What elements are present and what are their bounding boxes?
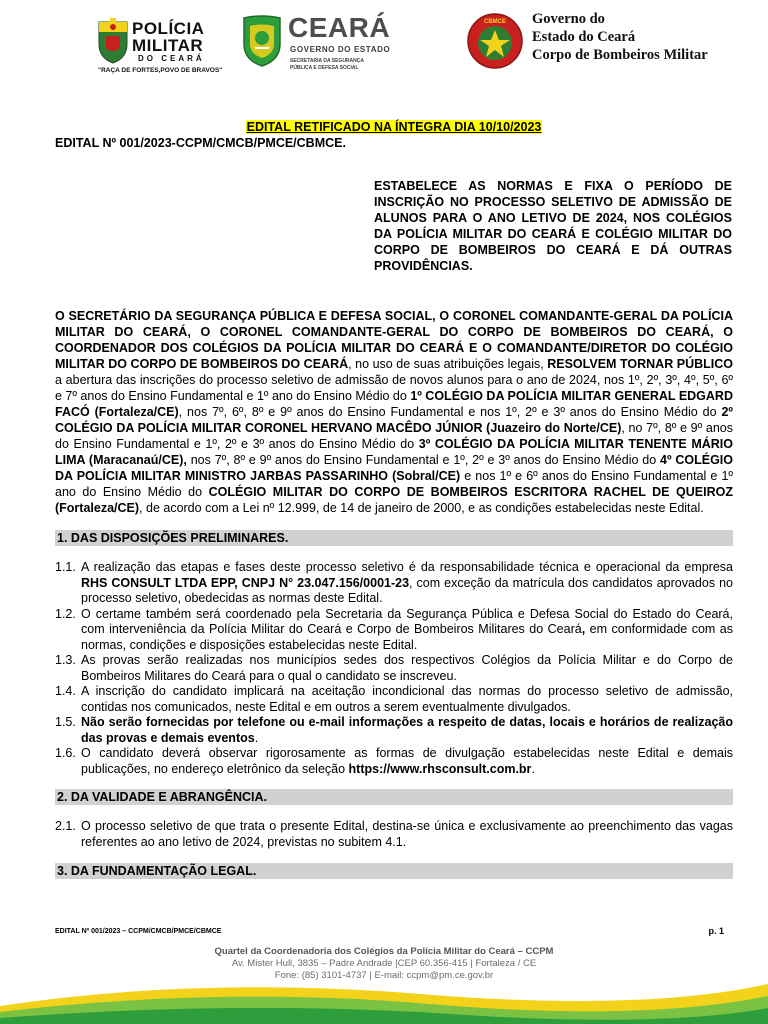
ceara-logo-gov: GOVERNO DO ESTADO xyxy=(290,45,391,54)
section-3-title: 3. DA FUNDAMENTAÇÃO LEGAL. xyxy=(55,863,733,879)
page-number: p. 1 xyxy=(708,926,724,936)
preambulo: O SECRETÁRIO DA SEGURANÇA PÚBLICA E DEFESA SOCIAL, O CORONEL COMANDANTE-GERAL DA POLÍCIA MILITAR DO CEARÁ, O CORONEL COMANDANTE-GERAL DO CORPO DE BOMBEIROS DO CEARÁ, O COORDENADOR DOS COLÉGIOS DA POLÍCIA MILITAR DO CEARÁ E O COMANDANTE/DIRETOR DO COLÉGIO MILITAR DO CORPO DE BOMBEIROS DO CEARÁ, no uso de suas atribuições legais, RESOLVEM TORNAR PÚBLICO a abertura das inscrições do processo seletivo de admissão de novos alunos para o ano de 2024, nos 1º, 2º, 3º, 4º, 5º, 6º e 7º anos do Ensino Fundamental e 1º ano do Ensino Médio do 1º COLÉGIO DA POLÍCIA MILITAR GENERAL EDGARD FACÓ (Fortaleza/CE), nos 7º, 6º, 8º e 9º anos do Ensino Fundamental e nos 1º, 2º e 3º anos do Ensino Médio do 2º COLÉGIO DA POLÍCIA MILITAR CORONEL HERVANO MACÊDO JÚNIOR (Juazeiro do Norte/CE), no 7º, 8º e 9º anos do Ensino Fundamental e 1º, 2º e 3º anos do Ensino Médio do 3º COLÉGIO DA POLÍCIA MILITAR TENENTE MÁRIO LIMA (Maracanaú/CE), nos 7º, 8º e 9º anos do Ensino Fundamental e 1º, 2º e 3º anos do Ensino Médio do 4º COLÉGIO DA POLÍCIA MILITAR MINISTRO JARBAS PASSARINHO (Sobral/CE) e nos 1º e 6º anos do Ensino Fundamental e 1º ano do Ensino Médio do COLÉGIO MILITAR DO CORPO DE BOMBEIROS ESCRITORA RACHEL DE QUEIROZ (Fortaleza/CE), de acordo com a Lei nº 12.999, de 14 de janeiro de 2000, e as condições estabelecidas neste Edital. xyxy=(55,309,734,515)
list-item: 1.1. A realização das etapas e fases deste processo seletivo é da responsabilidade técnica e operacional da empresa RHS CONSULT LTDA EPP, CNPJ N° 23.047.156/0001-23, com exceção da matrícula dos candidatos aprovados no processo seletivo, obedecidas as normas deste Edital. xyxy=(55,560,733,605)
list-item: 1.5. Não serão fornecidas por telefone ou e-mail informações a respeito de datas, locais e horários de realização das provas e demais eventos. xyxy=(55,715,733,745)
section-1-items xyxy=(55,560,733,777)
section-2-items xyxy=(55,819,733,850)
document-body xyxy=(55,118,733,879)
section-2-title: 2. DA VALIDADE E ABRANGÊNCIA. xyxy=(55,789,733,805)
footer-wave-decoration xyxy=(0,966,768,1024)
ceara-logo-secretaria-2: PÚBLICA E DEFESA SOCIAL xyxy=(290,65,359,71)
footer-edital-ref: EDITAL Nº 001/2023 – CCPM/CMCB/PMCE/CBMCE xyxy=(55,928,222,935)
ceara-logo-name: CEARÁ xyxy=(288,12,391,43)
ementa: ESTABELECE AS NORMAS E FIXA O PERÍODO DE INSCRIÇÃO NO PROCESSO SELETIVO DE ADMISSÃO DE ALUNOS PARA O ANO LETIVO DE 2024, NOS COLÉGIOS DA POLÍCIA MILITAR DO CEARÁ E COLÉGIO MILITAR DO CORPO DE BOMBEIROS DO CEARÁ E DÁ OUTRAS PROVIDÊNCIAS. xyxy=(374,179,732,273)
colegio-3: 3º COLÉGIO DA POLÍCIA MILITAR TENENTE MÁRIO LIMA (Maracanaú/CE), xyxy=(55,437,733,467)
bombeiros-logo-line3: Corpo de Bombeiros Militar xyxy=(532,47,708,63)
governo-ceara-logo xyxy=(240,12,410,82)
bombeiros-logo xyxy=(466,10,756,82)
page-header xyxy=(0,0,768,110)
rhs-url: https://www.rhsconsult.com.br xyxy=(348,761,532,776)
pm-shield-icon xyxy=(96,18,130,64)
colegio-bombeiros: COLÉGIO MILITAR DO CORPO DE BOMBEIROS ESCRITORA RACHEL DE QUEIROZ (Fortaleza/CE) xyxy=(55,485,733,515)
ceara-shield-icon xyxy=(240,14,284,68)
bombeiros-badge-icon xyxy=(466,12,524,70)
pm-ceara-logo xyxy=(96,16,226,78)
list-item: 1.4. A inscrição do candidato implicará na aceitação incondicional das normas do processo seletivo de admissão, contidas nos comunicados, neste Edital e em outros a serem eventualmente divulgados. xyxy=(55,684,733,714)
bombeiros-logo-line1: Governo do xyxy=(532,11,605,27)
colegio-4: 4º COLÉGIO DA POLÍCIA MILITAR MINISTRO JARBAS PASSARINHO (Sobral/CE) xyxy=(55,453,733,483)
retificado-notice: EDITAL RETIFICADO NA ÍNTEGRA DIA 10/10/2023 xyxy=(246,120,542,134)
list-item: 1.6. O candidato deverá observar rigorosamente as formas de divulgação estabelecidas neste Edital e demais publicações, no endereço eletrônico da seleção https://www.rhsconsult.com.br. xyxy=(55,746,733,776)
footer-address: Quartel da Coordenadoria dos Colégios da Polícia Militar do Ceará – CCPM Av. Mister Hull, 3835 – Padre Andrade |CEP 60.356-415 | Fortaleza / CE Fone: (85) 3101-4737 | E-mail: ccpm@pm.ce.gov.br xyxy=(214,946,554,981)
colegio-1: 1º COLÉGIO DA POLÍCIA MILITAR GENERAL EDGARD FACÓ (Fortaleza/CE) xyxy=(55,389,733,419)
pm-logo-line3: DO CEARÁ xyxy=(138,54,205,63)
pm-logo-line2: MILITAR xyxy=(132,36,204,55)
list-item: 2.1. O processo seletivo de que trata o presente Edital, destina-se única e exclusivamente ao preenchimento das vagas referentes ao ano letivo de 2024, previstas no subitem 4.1. xyxy=(55,819,733,849)
list-item: 1.2. O certame também será coordenado pela Secretaria da Segurança Pública e Defesa Social do Estado do Ceará, com interveniência da Polícia Militar do Ceará e Corpo de Bombeiros Militares do Ceará, em conformidade com as normas, condições e disposições estabelecidas neste Edital. xyxy=(55,606,733,652)
ceara-logo-secretaria-1: SECRETARIA DA SEGURANÇA xyxy=(290,58,364,64)
pm-logo-line1: POLÍCIA xyxy=(132,19,205,38)
colegio-2: 2º COLÉGIO DA POLÍCIA MILITAR CORONEL HERVANO MACÊDO JÚNIOR (Juazeiro do Norte/CE) xyxy=(55,405,733,435)
edital-number: EDITAL Nº 001/2023-CCPM/CMCB/PMCE/CBMCE. xyxy=(55,136,346,150)
bombeiros-badge-text: CBMCE xyxy=(484,19,506,25)
pm-logo-motto: "RAÇA DE FORTES,POVO DE BRAVOS" xyxy=(98,67,223,74)
bombeiros-logo-line2: Estado do Ceará xyxy=(532,29,636,45)
preambulo-authorities: O SECRETÁRIO DA SEGURANÇA PÚBLICA E DEFESA SOCIAL, O CORONEL COMANDANTE-GERAL DA POLÍCIA MILITAR DO CEARÁ, O CORONEL COMANDANTE-GERAL DO CORPO DE BOMBEIROS DO CEARÁ, O COORDENADOR DOS COLÉGIOS DA POLÍCIA MILITAR DO CEARÁ E O COMANDANTE/DIRETOR DO COLÉGIO MILITAR DO CORPO DE BOMBEIROS DO CEARÁ xyxy=(55,309,733,371)
list-item: 1.3. As provas serão realizadas nos municípios sedes dos respectivos Colégios da Polícia Militar e do Corpo de Bombeiros Militares do Ceará para o qual o candidato se inscreveu. xyxy=(55,653,733,683)
section-1-title: 1. DAS DISPOSIÇÕES PRELIMINARES. xyxy=(55,530,733,546)
